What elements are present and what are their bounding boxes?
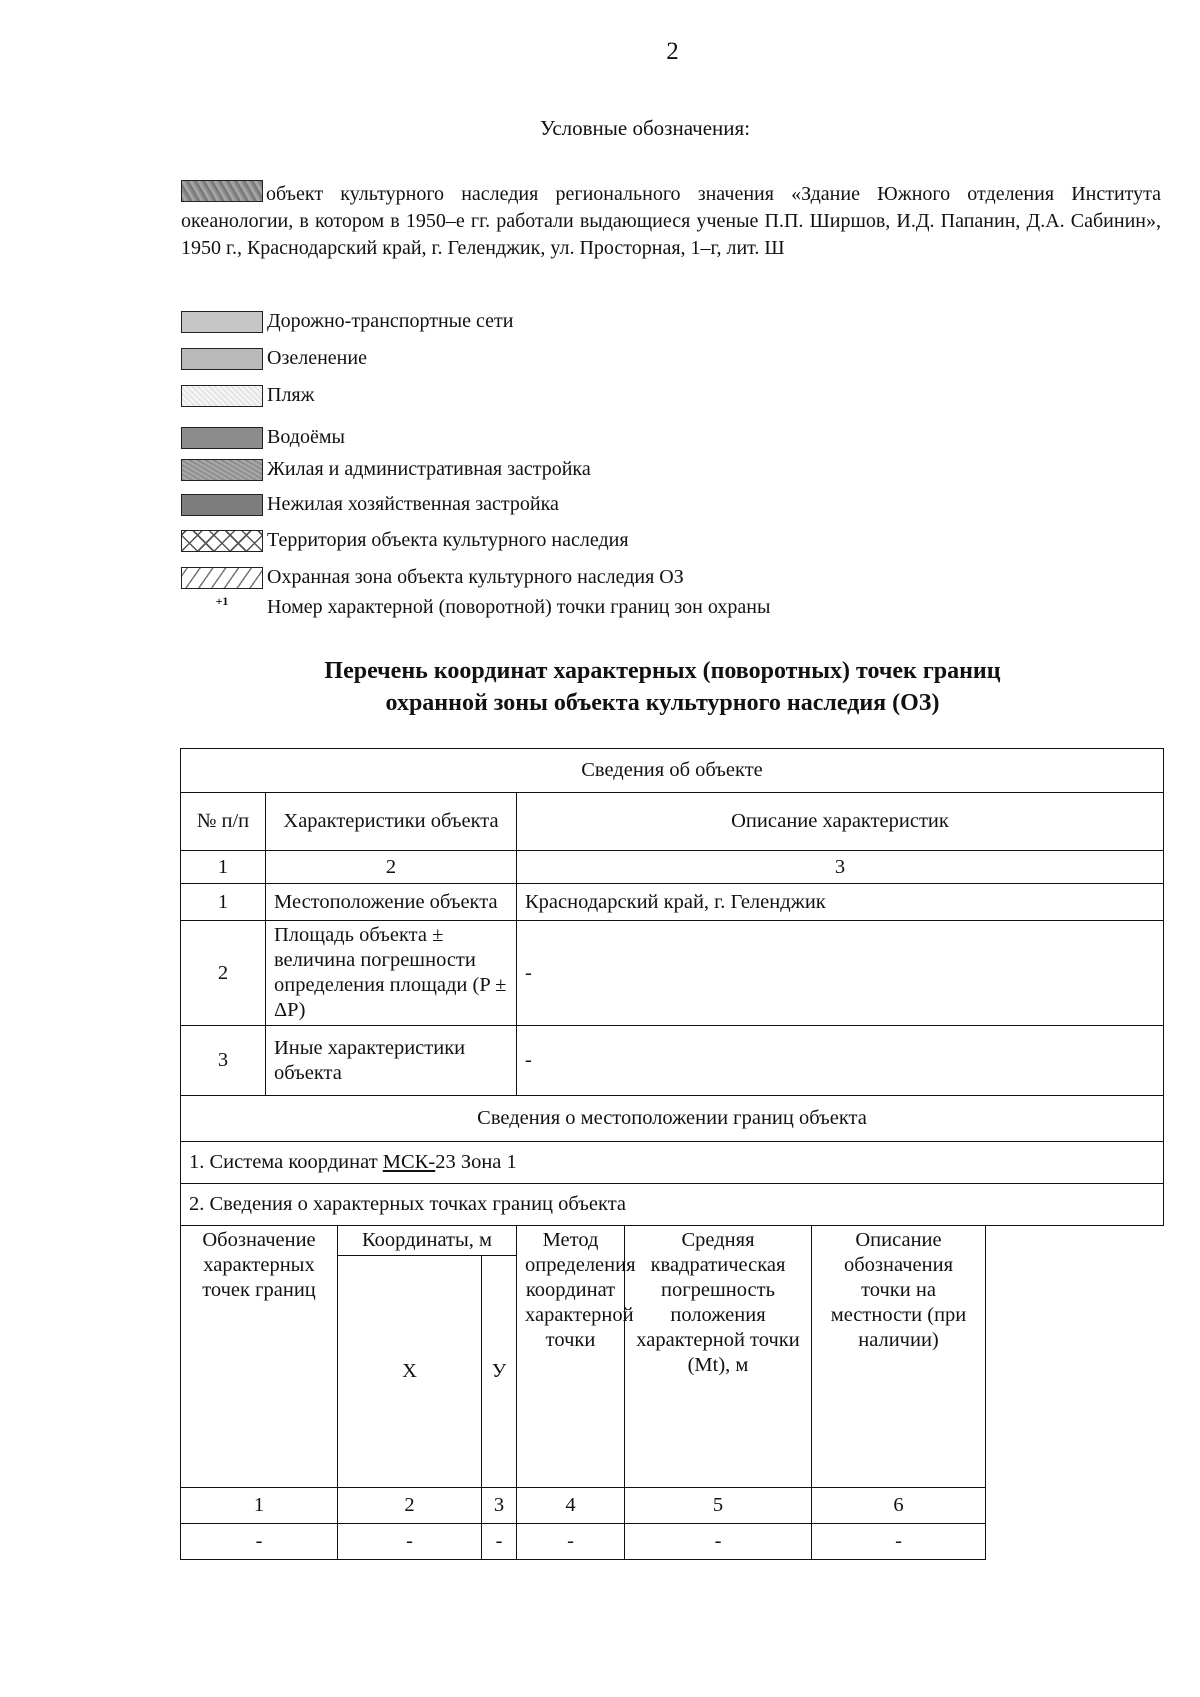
points-header-row <box>181 1184 1164 1226</box>
points-number-cell: 6 <box>812 1488 986 1524</box>
legend-item-label: Номер характерной (поворотной) точки границ зон охраны <box>267 596 771 618</box>
points-number-cell: 2 <box>338 1488 482 1524</box>
header-number-cell: 2 <box>266 851 517 884</box>
points-columns-row <box>181 1226 1164 1256</box>
table-row <box>181 1026 1164 1096</box>
points-number-cell: 1 <box>181 1488 338 1524</box>
table-header-row <box>181 793 1164 851</box>
object-info-header: Сведения об объекте <box>181 749 1164 793</box>
legend-item-label: Жилая и административная застройка <box>267 458 591 480</box>
row-num: 3 <box>181 1026 266 1096</box>
points-cell: - <box>181 1524 338 1560</box>
legend-heading: Условные обозначения: <box>540 116 751 140</box>
section-title-line1: Перечень координат характерных (поворотных) точек границ <box>324 658 1001 684</box>
boundaries-header: Сведения о местоположении границ объекта <box>181 1096 1164 1142</box>
legend-item-label: Озеленение <box>267 347 367 369</box>
heritage-object-swatch <box>181 180 263 202</box>
roads-swatch <box>181 311 263 333</box>
legend-item-protection-zone <box>181 566 684 589</box>
row-num: 2 <box>181 921 266 1026</box>
header-number-cell: 1 <box>181 851 266 884</box>
section-title-line2: охранной зоны объекта культурного наследия (ОЗ) <box>385 690 940 716</box>
coord-system-row <box>181 1142 1164 1184</box>
header-numbers-row <box>181 851 1164 884</box>
points-cell: - <box>338 1524 482 1560</box>
legend-item-nonresidential <box>181 493 559 516</box>
coordinates-table <box>180 748 1164 1560</box>
legend-main-label: объект культурного наследия регионального значения «Здание Южного отделения Института океанологии, в котором в 1950–е гг. работали выдающиеся ученые П.П. Ширшов, И.Д. Папанин, Д.А. Сабинин», 1950 г., Краснодарский край, г. Геленджик, ул. Просторная, 1–г, лит. Ш <box>181 183 1161 259</box>
nonresidential-swatch <box>181 494 263 516</box>
protection-zone-swatch <box>181 567 263 589</box>
row-characteristic: Иные характеристики объекта <box>266 1026 517 1096</box>
col-method: Метод определения координат характерной точки <box>517 1226 625 1488</box>
legend-item-label: Пляж <box>267 384 315 406</box>
points-cell: - <box>812 1524 986 1560</box>
legend-item-beach <box>181 384 314 407</box>
col-x: X <box>338 1256 482 1488</box>
legend-item-greenery <box>181 347 367 370</box>
header-num: № п/п <box>181 793 266 851</box>
header-characteristics: Характеристики объекта <box>266 793 517 851</box>
beach-swatch <box>181 385 263 407</box>
legend-item-roads <box>181 310 513 333</box>
coord-system-value: МСК- <box>382 1151 436 1173</box>
table-row <box>181 884 1164 921</box>
legend-item-label: Нежилая хозяйственная застройка <box>267 493 559 515</box>
table-row <box>181 921 1164 1026</box>
legend-item-water <box>181 426 345 449</box>
boundaries-header-row <box>181 1096 1164 1142</box>
legend-item-label: Водоёмы <box>267 426 345 448</box>
points-cell: - <box>482 1524 517 1560</box>
header-number-cell: 3 <box>517 851 1164 884</box>
table-header-row <box>181 749 1164 793</box>
legend-item-label: Территория объекта культурного наследия <box>267 529 629 551</box>
residential-swatch <box>181 459 263 481</box>
points-number-cell: 4 <box>517 1488 625 1524</box>
row-characteristic: Площадь объекта ± величина погрешности определения площади (P ± ΔP) <box>266 921 517 1026</box>
col-y: У <box>482 1256 517 1488</box>
table-row <box>181 1524 1164 1560</box>
row-description: Краснодарский край, г. Геленджик <box>517 884 1164 921</box>
points-number-cell: 5 <box>625 1488 812 1524</box>
coord-system-suffix: 23 Зона 1 <box>435 1151 517 1173</box>
legend-item-point-number <box>181 596 770 619</box>
col-description: Описание обозначения точки на местности (при наличии) <box>812 1226 986 1488</box>
section-title <box>0 655 1200 719</box>
col-designation: Обозначение характерных точек границ <box>181 1226 338 1488</box>
points-cell: - <box>625 1524 812 1560</box>
point-marker-icon: +1 <box>215 594 229 608</box>
points-header: 2. Сведения о характерных точках границ объекта <box>181 1184 1164 1226</box>
row-description: - <box>517 921 1164 1026</box>
row-characteristic: Местоположение объекта <box>266 884 517 921</box>
header-description: Описание характеристик <box>517 793 1164 851</box>
water-swatch <box>181 427 263 449</box>
legend-item-label: Охранная зона объекта культурного наследия ОЗ <box>267 566 684 588</box>
coord-system-prefix: 1. Система координат <box>189 1151 383 1173</box>
points-numbers-row <box>181 1488 1164 1524</box>
col-error: Средняя квадратическая погрешность положения характерной точки (Mt), м <box>625 1226 812 1488</box>
points-number-cell: 3 <box>482 1488 517 1524</box>
legend-item-heritage-territory <box>181 529 629 552</box>
heritage-territory-swatch <box>181 530 263 552</box>
legend-main-item <box>181 180 1161 262</box>
points-cell: - <box>517 1524 625 1560</box>
legend-item-residential <box>181 458 591 481</box>
row-num: 1 <box>181 884 266 921</box>
row-description: - <box>517 1026 1164 1096</box>
col-coordinates: Координаты, м <box>338 1226 517 1256</box>
page-number: 2 <box>666 38 679 65</box>
legend-item-label: Дорожно-транспортные сети <box>267 310 514 332</box>
coord-system <box>181 1142 1164 1184</box>
greenery-swatch <box>181 348 263 370</box>
